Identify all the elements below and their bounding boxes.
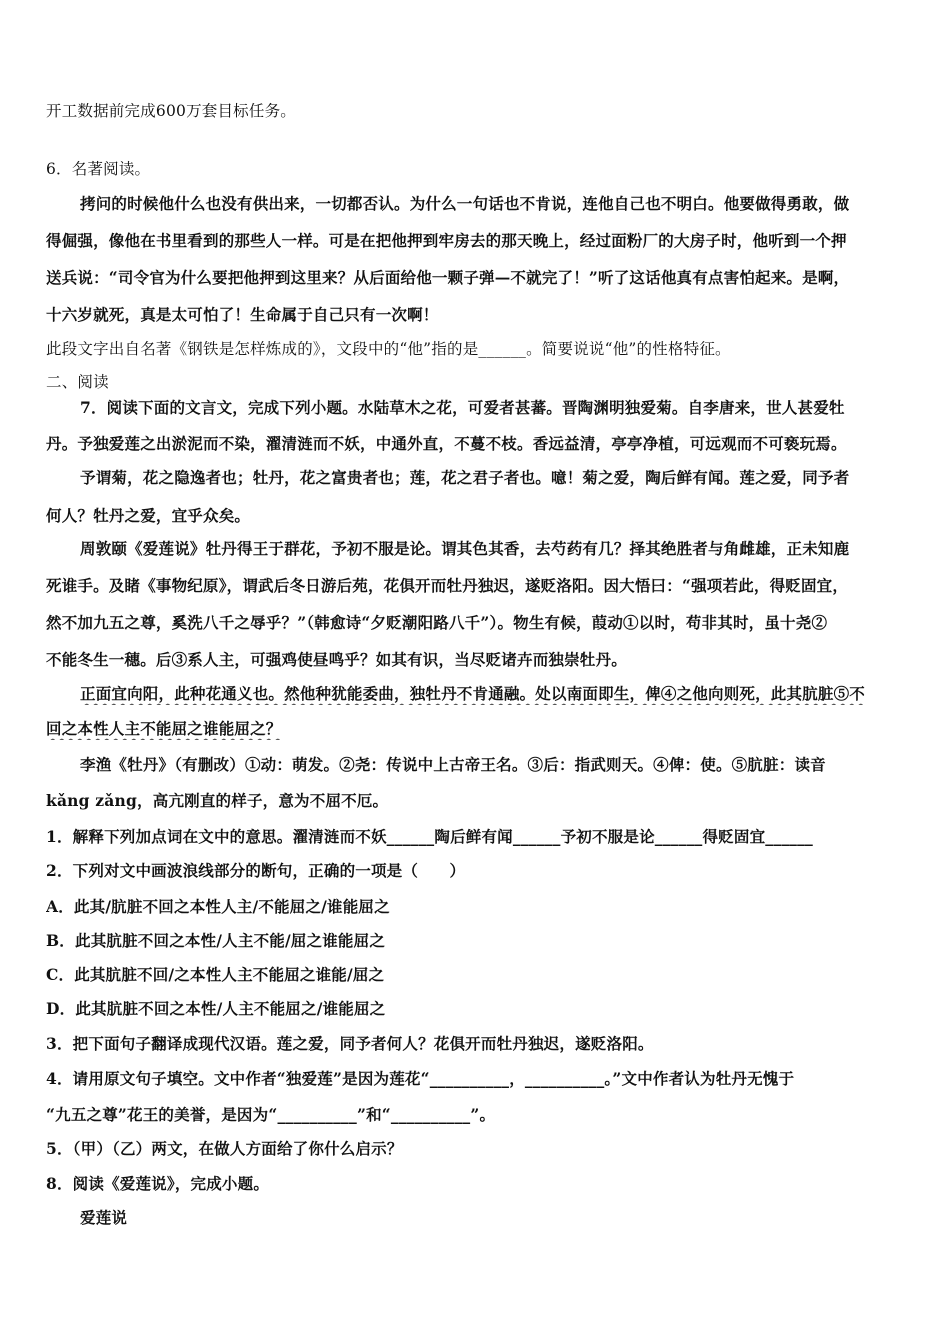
sub-question-1: 1．解释下列加点词在文中的意思。濯清涟而不妖______陶后鲜有闻______予初不服是论______得贬固宜______	[46, 827, 813, 846]
classical-text-line: 予谓菊，花之隐逸者也；牡丹，花之富贵者也；莲，花之君子者也。噫！菊之爱，陶后鲜有闻。莲之爱，同予者	[80, 468, 850, 487]
question-6-heading: 6．名著阅读。	[46, 160, 151, 178]
option-c: C．此其肮脏不回/之本性人主不能屈之谁能/屈之	[46, 965, 385, 984]
option-a: A．此其/肮脏不回之本性人主/不能屈之/谁能屈之	[46, 897, 390, 916]
classical-text-line: 回之本性人主不能屈之谁能屈之？	[46, 719, 282, 738]
classical-text-line: 正面宜向阳，此种花通义也。然他种犹能委曲，独牡丹不肯通融。处以南面即生，俾④之他向则死，此其肮脏⑤不	[80, 684, 866, 703]
annotation-line: kǎng zǎng，高亢刚直的样子，意为不屈不厄。	[46, 791, 389, 810]
question-6-prompt: 此段文字出自名著《钢铁是怎样炼成的》，文段中的“他”指的是______。简要说说“他”的性格特征。	[46, 340, 731, 358]
annotation-line: 李渔《牡丹》（有删改）①动：萌发。②尧：传说中上古帝王名。③后：指武则天。④俾：使。⑤肮脏：读音	[80, 755, 826, 774]
classical-text-line: 死谁手。及睹《事物纪原》，谓武后冬日游后苑，花俱开而牡丹独迟，遂贬洛阳。因大悟曰：“强项若此，得贬固宜，	[46, 576, 849, 595]
classical-text-line: 不能冬生一穗。后③系人主，可强鸡使昼鸣乎？如其有识，当尽贬诸卉而独崇牡丹。	[46, 650, 627, 669]
classical-text-line: 丹。予独爱莲之出淤泥而不染，濯清涟而不妖，中通外直，不蔓不枝。香远益清，亭亭净植，可远观而不可亵玩焉。	[46, 434, 847, 453]
sub-question-4-cont: “九五之尊”花王的美誉，是因为“__________”和“__________”。	[46, 1105, 496, 1124]
classical-text-line: 周敦颐《爱莲说》牡丹得王于群花，予初不服是论。谓其色其香，去芍药有几？择其绝胜者与角雌雄，正未知鹿	[80, 539, 850, 558]
classical-text-line: 7．阅读下面的文言文，完成下列小题。水陆草木之花，可爱者甚蕃。晋陶渊明独爱菊。自李唐来，世人甚爱牡	[80, 398, 845, 417]
excerpt-line: 十六岁就死，真是太可怕了！生命属于自己只有一次啊！	[46, 305, 439, 324]
sub-question-4: 4．请用原文句子填空。文中作者“独爱莲”是因为莲花“__________，__________。”文中作者认为牡丹无愧于	[46, 1069, 795, 1088]
sub-question-2: 2．下列对文中画波浪线部分的断句，正确的一项是（ ）	[46, 861, 466, 880]
section-heading: 二、阅读	[46, 373, 109, 391]
question-8-heading: 8．阅读《爱莲说》，完成小题。	[46, 1174, 270, 1193]
sub-question-3: 3．把下面句子翻译成现代汉语。莲之爱，同予者何人？花俱开而牡丹独迟，遂贬洛阳。	[46, 1034, 654, 1053]
excerpt-line: 拷问的时候他什么也没有供出来，一切都否认。为什么一句话也不肯说，连他自己也不明白。他要做得勇敢，做	[80, 194, 850, 213]
classical-text-line: 然不加九五之尊，奚洗八千之辱乎？”（韩愈诗“夕贬潮阳路八千”）。物生有候，葭动①以时，苟非其时，虽十尧②	[46, 613, 828, 632]
sub-question-5: 5．（甲）（乙）两文，在做人方面给了你什么启示？	[46, 1139, 403, 1158]
option-d: D．此其肮脏不回之本性/人主不能屈之/谁能屈之	[46, 999, 386, 1018]
classical-text-line: 何人？牡丹之爱，宜乎众矣。	[46, 506, 251, 525]
excerpt-line: 得倔强，像他在书里看到的那些人一样。可是在把他押到牢房去的那天晚上，经过面粉厂的大房子时，他听到一个押	[46, 231, 847, 250]
option-b: B．此其肮脏不回之本性/人主不能/屈之谁能屈之	[46, 931, 386, 950]
passage-title: 爱莲说	[80, 1208, 128, 1227]
excerpt-line: 送兵说：“司令官为什么要把他押到这里来？从后面给他一颗子弹—不就完了！”听了这话他真有点害怕起来。是啊，	[46, 268, 850, 287]
text-line: 开工数据前完成600万套目标任务。	[46, 102, 296, 120]
